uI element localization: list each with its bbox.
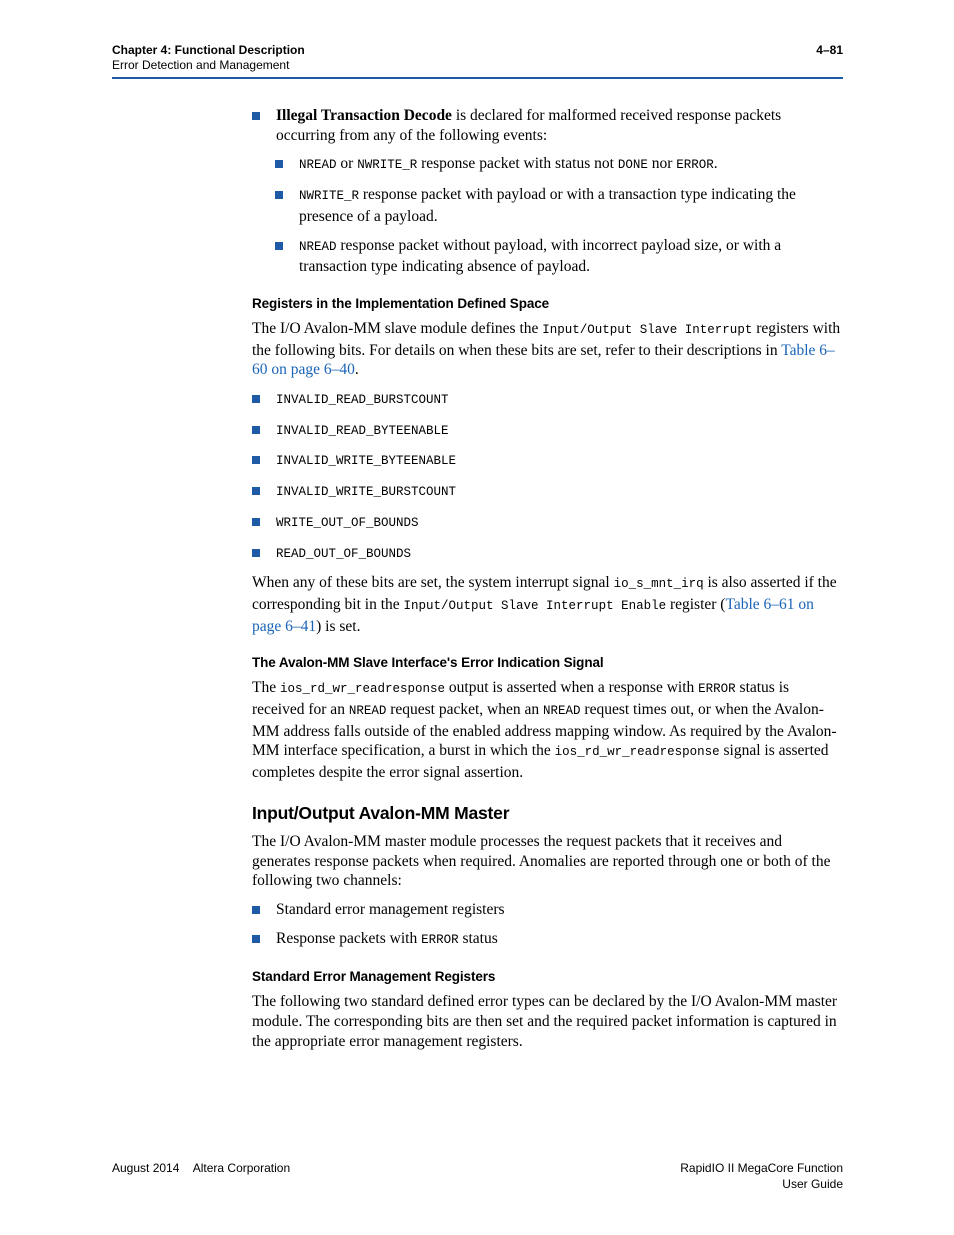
link-table-6-61[interactable]: Table 6–61 on page 6–41 <box>252 595 814 635</box>
text: is also asserted if the corresponding bit in the <box>252 574 837 613</box>
page-header <box>112 43 843 73</box>
text: The I/O Avalon-MM slave module defines the <box>252 319 543 337</box>
code: NWRITE_R <box>357 158 418 173</box>
heading-standard-registers: Standard Error Management Registers <box>252 969 496 985</box>
code: NREAD <box>543 704 581 719</box>
bit-item <box>252 450 842 472</box>
code: NWRITE_R <box>299 189 360 204</box>
code: Input/Output Slave Interrupt Enable <box>403 598 667 613</box>
code: NREAD <box>348 704 387 719</box>
bullet-standard-registers <box>252 900 842 920</box>
page-body <box>252 106 842 1061</box>
text: status <box>458 929 498 947</box>
text: register ( <box>666 595 726 613</box>
chapter-title: Chapter 4: Functional Description <box>112 43 305 57</box>
code: DONE <box>617 158 648 173</box>
text: ) is set. <box>316 617 361 635</box>
para-interrupt <box>252 573 842 636</box>
text: Response packets with <box>276 929 422 947</box>
code: io_s_mnt_irq <box>613 577 704 592</box>
heading-master: Input/Output Avalon-MM Master <box>252 802 510 823</box>
bit-item <box>252 481 842 503</box>
text: nor <box>647 155 677 173</box>
text: status is received for an <box>252 679 790 719</box>
code: Input/Output Slave Interrupt <box>542 322 753 337</box>
code: NREAD <box>299 158 337 173</box>
code: ios_rd_wr_readresponse <box>554 745 720 760</box>
bit-item <box>252 512 842 534</box>
text: Standard error management registers <box>276 900 505 918</box>
text: The <box>252 679 280 697</box>
footer-doc: User Guide <box>782 1177 843 1191</box>
text: response packet without payload, with incorrect payload size, or with a transaction type indicating absence of payload. <box>299 236 782 276</box>
bit-name: INVALID_READ_BYTEENABLE <box>276 423 449 438</box>
code: ERROR <box>421 932 459 947</box>
bit-name: READ_OUT_OF_BOUNDS <box>276 546 412 561</box>
code: NREAD <box>299 239 337 254</box>
section-title: Error Detection and Management <box>112 58 290 72</box>
para-standard-registers: The following two standard defined error types can be declared by the I/O Avalon-MM master module. The corresponding bits are then set and the required packet information is captured in the appropriate error management registers. <box>252 993 838 1050</box>
term-illegal-transaction: Illegal Transaction Decode <box>276 107 452 124</box>
link-table-6-60[interactable]: Table 6–60 on page 6–40 <box>252 341 835 379</box>
bit-item <box>252 420 842 442</box>
text: response packet with status not <box>417 155 618 173</box>
bit-name: INVALID_WRITE_BURSTCOUNT <box>276 485 457 500</box>
footer-left <box>112 1160 290 1176</box>
para-master: The I/O Avalon-MM master module processes the request packets that it receives and generates response packets when required. Anomalies are reported through one or both of the following two channels: <box>252 832 831 890</box>
para-registers <box>252 319 842 380</box>
bit-item <box>252 543 842 565</box>
text: registers with the following bits. For details on when these bits are set, refer to their descriptions in <box>252 319 841 359</box>
para-error-signal <box>252 678 842 783</box>
heading-error-signal: The Avalon-MM Slave Interface's Error Indication Signal <box>252 655 604 671</box>
footer-right <box>680 1160 843 1192</box>
sub-bullet-2 <box>275 185 842 226</box>
bit-name: WRITE_OUT_OF_BOUNDS <box>276 515 419 530</box>
header-rule <box>112 77 843 79</box>
bullet-illegal-transaction <box>252 106 842 145</box>
footer-product: RapidIO II MegaCore Function <box>680 1161 843 1175</box>
heading-registers: Registers in the Implementation Defined Space <box>252 295 550 311</box>
text: . <box>354 361 359 379</box>
code: ERROR <box>698 682 736 697</box>
text: request packet, when an <box>386 701 544 719</box>
footer-date: August 2014 <box>112 1161 180 1175</box>
code: ios_rd_wr_readresponse <box>279 682 446 697</box>
bullet-response-packets <box>252 929 842 951</box>
page-number: 4–81 <box>816 43 843 57</box>
text: signal is asserted completes despite the error signal assertion. <box>252 742 829 782</box>
bit-name: INVALID_WRITE_BYTEENABLE <box>276 454 457 469</box>
bit-item <box>252 389 842 411</box>
code: ERROR <box>676 158 714 173</box>
text: response packet with payload or with a transaction type indicating the presence of a payload. <box>299 186 796 225</box>
text: request times out, or when the Avalon-MM address falls outside of the enabled address mapping window. As required by the Avalon-MM interface specification, a burst in which the <box>252 701 837 760</box>
footer-company: Altera Corporation <box>192 1161 291 1175</box>
text: or <box>336 155 358 173</box>
bit-name: INVALID_READ_BURSTCOUNT <box>276 393 449 408</box>
bullet-text: is declared for malformed received response packets occurring from any of the following events: <box>276 107 782 144</box>
sub-bullet-1 <box>275 154 842 176</box>
text: When any of these bits are set, the system interrupt signal <box>252 574 614 592</box>
text: output is asserted when a response with <box>445 679 699 697</box>
text: . <box>713 155 718 173</box>
sub-bullet-3 <box>275 236 842 277</box>
